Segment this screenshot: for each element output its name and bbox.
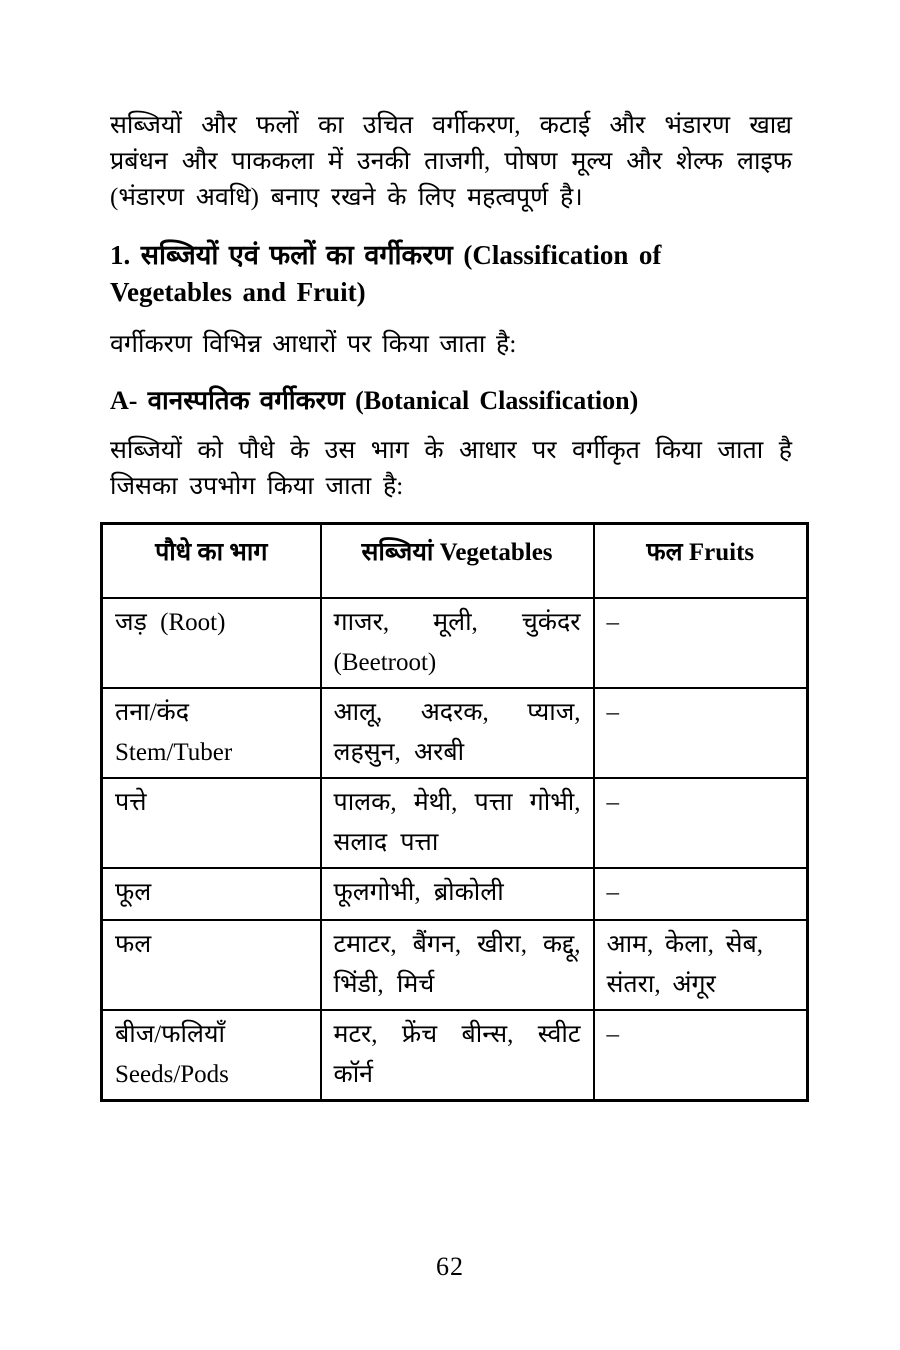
table-row	[102, 598, 808, 688]
intro-paragraph: सब्जियों और फलों का उचित वर्गीकरण, कटाई और भंडारण खाद्य प्रबंधन और पाककला में उनकी ताजगी, पोषण मूल्य और शेल्फ लाइफ (भंडारण अवधि) बनाए रखने के लिए महत्वपूर्ण है।	[110, 112, 792, 211]
col-header-fruits: फल Fruits	[594, 524, 808, 599]
botanical-intro-text: सब्जियों को पौधे के उस भाग के आधार पर वर्गीकृत किया जाता है जिसका उपभोग किया जाता है:	[110, 437, 792, 500]
col-header-vegetables: सब्जियां Vegetables	[321, 524, 594, 599]
table-row	[102, 1010, 808, 1101]
cell-fruits: –	[594, 598, 808, 688]
cell-fruits: –	[594, 1010, 808, 1101]
table-row	[102, 868, 808, 920]
cell-fruits: –	[594, 868, 808, 920]
cell-vegetables: पालक, मेथी, पत्ता गोभी, सलाद पत्ता	[321, 778, 594, 868]
cell-plant-part: बीज/फलियाँ Seeds/Pods	[102, 1010, 321, 1101]
cell-plant-part: फल	[102, 920, 321, 1010]
cell-plant-part: तना/कंद Stem/Tuber	[102, 688, 321, 778]
subsection-a-heading: A- वानस्पतिक वर्गीकरण (Botanical Classification)	[110, 386, 639, 415]
cell-plant-part: जड़ (Root)	[102, 598, 321, 688]
cell-fruits: आम, केला, सेब, संतरा, अंगूर	[594, 920, 808, 1010]
table-header-row	[102, 524, 808, 599]
cell-vegetables: फूलगोभी, ब्रोकोली	[321, 868, 594, 920]
cell-vegetables: गाजर, मूली, चुकंदर (Beetroot)	[321, 598, 594, 688]
cell-fruits: –	[594, 778, 808, 868]
col-header-plant-part: पौधे का भाग	[102, 524, 321, 599]
cell-vegetables: टमाटर, बैंगन, खीरा, कद्दू, भिंडी, मिर्च	[321, 920, 594, 1010]
classification-basis-text: वर्गीकरण विभिन्न आधारों पर किया जाता है:	[110, 331, 517, 358]
table-row	[102, 920, 808, 1010]
cell-vegetables: मटर, फ्रेंच बीन्स, स्वीट कॉर्न	[321, 1010, 594, 1101]
cell-vegetables: आलू, अदरक, प्याज, लहसुन, अरबी	[321, 688, 594, 778]
cell-plant-part: फूल	[102, 868, 321, 920]
cell-plant-part: पत्ते	[102, 778, 321, 868]
table-row	[102, 688, 808, 778]
table-row	[102, 778, 808, 868]
cell-fruits: –	[594, 688, 808, 778]
page-content	[110, 108, 792, 1102]
page-number: 62	[436, 1252, 464, 1281]
classification-table	[100, 522, 809, 1102]
section-1-heading: 1. सब्जियों एवं फलों का वर्गीकरण (Classification of Vegetables and Fruit)	[110, 240, 662, 307]
